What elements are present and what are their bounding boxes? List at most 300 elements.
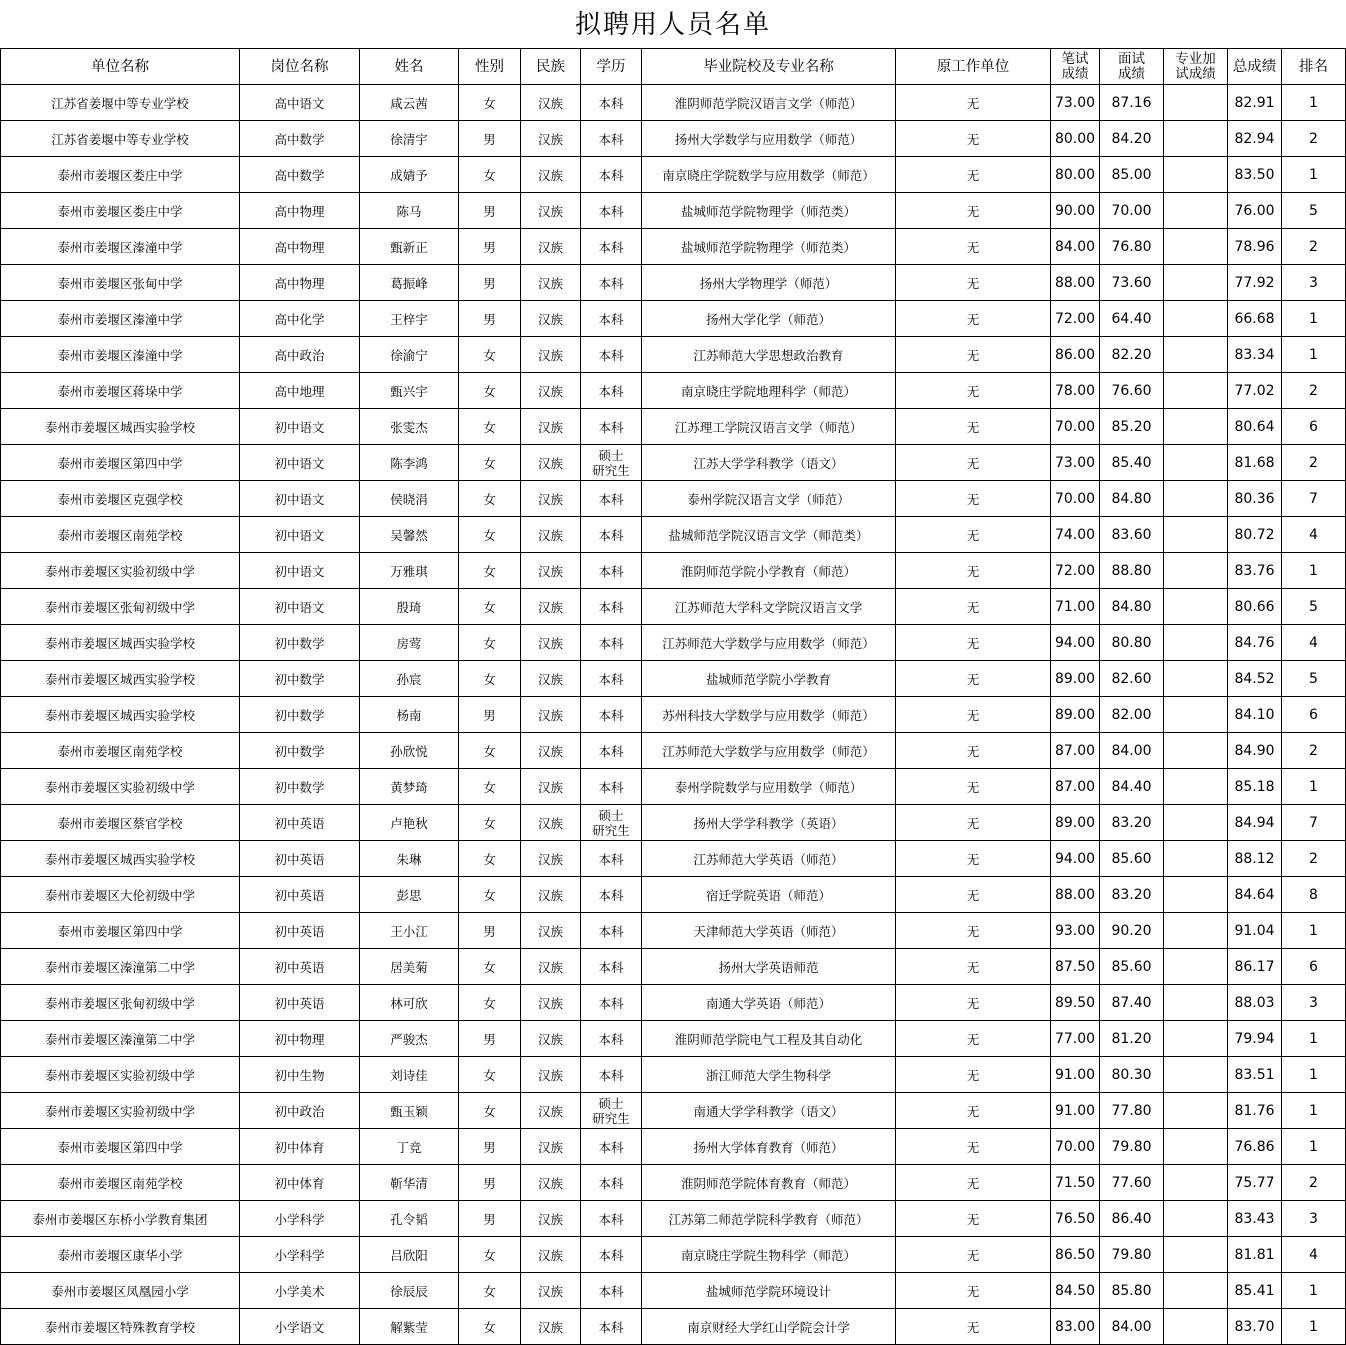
cell-interview-score: 83.60 (1100, 517, 1164, 553)
cell-rank: 7 (1282, 481, 1346, 517)
cell-school-major: 盐城师范学院物理学（师范类） (642, 229, 896, 265)
cell-former-employer: 无 (896, 733, 1051, 769)
cell-person-name: 甄兴宇 (360, 373, 459, 409)
page-title: 拟聘用人员名单 (574, 10, 771, 40)
cell-total-score: 77.92 (1228, 265, 1282, 301)
cell-gender: 女 (459, 661, 521, 697)
cell-total-score: 83.34 (1228, 337, 1282, 373)
cell-education: 本科 (581, 373, 642, 409)
cell-former-employer: 无 (896, 913, 1051, 949)
cell-education: 本科 (581, 193, 642, 229)
cell-gender: 女 (459, 1273, 521, 1309)
cell-written-score: 93.00 (1051, 913, 1100, 949)
cell-unit-name: 泰州市姜堰区城西实验学校 (1, 697, 240, 733)
cell-ethnicity: 汉族 (521, 733, 581, 769)
cell-gender: 男 (459, 265, 521, 301)
cell-interview-score: 84.80 (1100, 589, 1164, 625)
cell-total-score: 81.81 (1228, 1237, 1282, 1273)
cell-written-score: 74.00 (1051, 517, 1100, 553)
cell-rank: 5 (1282, 589, 1346, 625)
cell-former-employer: 无 (896, 121, 1051, 157)
cell-former-employer: 无 (896, 481, 1051, 517)
cell-person-name: 房莺 (360, 625, 459, 661)
cell-rank: 2 (1282, 733, 1346, 769)
cell-extra-test-score (1164, 1165, 1228, 1201)
cell-position-name: 初中数学 (240, 697, 360, 733)
cell-extra-test-score (1164, 625, 1228, 661)
cell-rank: 1 (1282, 337, 1346, 373)
cell-extra-test-score (1164, 481, 1228, 517)
cell-rank: 1 (1282, 1093, 1346, 1129)
cell-unit-name: 泰州市姜堰区第四中学 (1, 913, 240, 949)
cell-school-major: 扬州大学化学（师范） (642, 301, 896, 337)
cell-position-name: 小学科学 (240, 1201, 360, 1237)
cell-rank: 4 (1282, 1237, 1346, 1273)
cell-position-name: 初中数学 (240, 661, 360, 697)
cell-person-name: 陈马 (360, 193, 459, 229)
cell-extra-test-score (1164, 1201, 1228, 1237)
table-row (1, 697, 1346, 733)
cell-unit-name: 泰州市姜堰区东桥小学教育集团 (1, 1201, 240, 1237)
cell-school-major: 江苏师范大学英语（师范） (642, 841, 896, 877)
cell-interview-score: 76.60 (1100, 373, 1164, 409)
cell-person-name: 卢艳秋 (360, 805, 459, 841)
cell-former-employer: 无 (896, 805, 1051, 841)
cell-gender: 女 (459, 1057, 521, 1093)
table-row (1, 373, 1346, 409)
cell-extra-test-score (1164, 1129, 1228, 1165)
cell-person-name: 林可欣 (360, 985, 459, 1021)
cell-total-score: 80.66 (1228, 589, 1282, 625)
cell-position-name: 高中语文 (240, 85, 360, 121)
cell-interview-score: 84.00 (1100, 733, 1164, 769)
header-ethnicity: 民族 (521, 49, 581, 85)
cell-education: 本科 (581, 1021, 642, 1057)
cell-interview-score: 82.00 (1100, 697, 1164, 733)
cell-person-name: 杨南 (360, 697, 459, 733)
cell-former-employer: 无 (896, 445, 1051, 481)
cell-education: 本科 (581, 1165, 642, 1201)
cell-school-major: 江苏师范大学思想政治教育 (642, 337, 896, 373)
cell-written-score: 71.00 (1051, 589, 1100, 625)
cell-total-score: 80.72 (1228, 517, 1282, 553)
table-row (1, 1093, 1346, 1129)
cell-gender: 男 (459, 193, 521, 229)
cell-position-name: 高中数学 (240, 121, 360, 157)
cell-ethnicity: 汉族 (521, 1237, 581, 1273)
cell-interview-score: 84.40 (1100, 769, 1164, 805)
cell-school-major: 盐城师范学院汉语言文学（师范类） (642, 517, 896, 553)
cell-interview-score: 64.40 (1100, 301, 1164, 337)
cell-written-score: 87.00 (1051, 733, 1100, 769)
cell-extra-test-score (1164, 85, 1228, 121)
cell-former-employer: 无 (896, 625, 1051, 661)
cell-position-name: 初中语文 (240, 481, 360, 517)
cell-gender: 女 (459, 805, 521, 841)
cell-written-score: 70.00 (1051, 1129, 1100, 1165)
cell-total-score: 85.18 (1228, 769, 1282, 805)
cell-former-employer: 无 (896, 841, 1051, 877)
cell-rank: 2 (1282, 121, 1346, 157)
cell-extra-test-score (1164, 229, 1228, 265)
cell-person-name: 吴馨然 (360, 517, 459, 553)
cell-rank: 8 (1282, 877, 1346, 913)
cell-ethnicity: 汉族 (521, 1201, 581, 1237)
cell-former-employer: 无 (896, 265, 1051, 301)
cell-extra-test-score (1164, 949, 1228, 985)
cell-person-name: 殷琦 (360, 589, 459, 625)
cell-extra-test-score (1164, 841, 1228, 877)
cell-school-major: 南通大学英语（师范） (642, 985, 896, 1021)
cell-gender: 女 (459, 625, 521, 661)
cell-written-score: 86.50 (1051, 1237, 1100, 1273)
cell-school-major: 扬州大学英语师范 (642, 949, 896, 985)
table-row (1, 949, 1346, 985)
cell-written-score: 70.00 (1051, 481, 1100, 517)
cell-total-score: 83.50 (1228, 157, 1282, 193)
cell-education: 本科 (581, 481, 642, 517)
cell-ethnicity: 汉族 (521, 229, 581, 265)
cell-ethnicity: 汉族 (521, 769, 581, 805)
cell-rank: 3 (1282, 265, 1346, 301)
cell-unit-name: 泰州市姜堰区凤凰园小学 (1, 1273, 240, 1309)
cell-ethnicity: 汉族 (521, 337, 581, 373)
cell-education: 本科 (581, 1273, 642, 1309)
cell-unit-name: 泰州市姜堰区第四中学 (1, 445, 240, 481)
cell-position-name: 初中语文 (240, 409, 360, 445)
cell-school-major: 南京晓庄学院数学与应用数学（师范） (642, 157, 896, 193)
cell-rank: 4 (1282, 625, 1346, 661)
cell-ethnicity: 汉族 (521, 1093, 581, 1129)
cell-position-name: 初中生物 (240, 1057, 360, 1093)
cell-rank: 7 (1282, 805, 1346, 841)
cell-unit-name: 泰州市姜堰区蒋垛中学 (1, 373, 240, 409)
cell-unit-name: 泰州市姜堰区张甸初级中学 (1, 589, 240, 625)
table-row (1, 733, 1346, 769)
cell-written-score: 73.00 (1051, 85, 1100, 121)
cell-education: 本科 (581, 121, 642, 157)
cell-gender: 男 (459, 697, 521, 733)
cell-unit-name: 泰州市姜堰区南苑学校 (1, 517, 240, 553)
cell-person-name: 徐辰辰 (360, 1273, 459, 1309)
cell-education: 本科 (581, 589, 642, 625)
cell-ethnicity: 汉族 (521, 1129, 581, 1165)
cell-written-score: 89.00 (1051, 805, 1100, 841)
table-row (1, 769, 1346, 805)
cell-education: 本科 (581, 265, 642, 301)
cell-written-score: 72.00 (1051, 301, 1100, 337)
cell-rank: 1 (1282, 769, 1346, 805)
cell-gender: 女 (459, 1093, 521, 1129)
cell-written-score: 80.00 (1051, 121, 1100, 157)
table-row (1, 337, 1346, 373)
cell-rank: 1 (1282, 913, 1346, 949)
cell-written-score: 87.00 (1051, 769, 1100, 805)
cell-education: 本科 (581, 913, 642, 949)
cell-former-employer: 无 (896, 157, 1051, 193)
cell-extra-test-score (1164, 1057, 1228, 1093)
cell-ethnicity: 汉族 (521, 301, 581, 337)
cell-written-score: 86.00 (1051, 337, 1100, 373)
cell-extra-test-score (1164, 157, 1228, 193)
table-row (1, 517, 1346, 553)
cell-rank: 1 (1282, 1273, 1346, 1309)
cell-school-major: 扬州大学物理学（师范） (642, 265, 896, 301)
cell-rank: 1 (1282, 1129, 1346, 1165)
header-extra-test-score: 专业加 试成绩 (1164, 49, 1228, 85)
table-row (1, 805, 1346, 841)
cell-ethnicity: 汉族 (521, 661, 581, 697)
cell-education: 本科 (581, 337, 642, 373)
cell-total-score: 88.03 (1228, 985, 1282, 1021)
cell-total-score: 77.02 (1228, 373, 1282, 409)
header-gender: 性别 (459, 49, 521, 85)
cell-gender: 男 (459, 913, 521, 949)
cell-school-major: 泰州学院数学与应用数学（师范） (642, 769, 896, 805)
cell-interview-score: 80.30 (1100, 1057, 1164, 1093)
table-row (1, 1237, 1346, 1273)
cell-education: 本科 (581, 85, 642, 121)
table-body (1, 85, 1346, 1345)
cell-position-name: 初中语文 (240, 553, 360, 589)
cell-interview-score: 88.80 (1100, 553, 1164, 589)
cell-unit-name: 泰州市姜堰区溱潼中学 (1, 301, 240, 337)
cell-total-score: 84.52 (1228, 661, 1282, 697)
cell-unit-name: 泰州市姜堰区蔡官学校 (1, 805, 240, 841)
cell-gender: 男 (459, 229, 521, 265)
cell-rank: 2 (1282, 229, 1346, 265)
table-row (1, 1165, 1346, 1201)
cell-ethnicity: 汉族 (521, 1309, 581, 1345)
cell-interview-score: 84.00 (1100, 1309, 1164, 1345)
cell-written-score: 78.00 (1051, 373, 1100, 409)
cell-gender: 女 (459, 481, 521, 517)
cell-unit-name: 泰州市姜堰区城西实验学校 (1, 661, 240, 697)
cell-unit-name: 江苏省姜堰中等专业学校 (1, 85, 240, 121)
cell-extra-test-score (1164, 193, 1228, 229)
cell-extra-test-score (1164, 265, 1228, 301)
candidate-table (0, 48, 1346, 1345)
cell-person-name: 陈李鸿 (360, 445, 459, 481)
cell-school-major: 宿迁学院英语（师范） (642, 877, 896, 913)
cell-unit-name: 泰州市姜堰区娄庄中学 (1, 157, 240, 193)
cell-interview-score: 85.20 (1100, 409, 1164, 445)
cell-school-major: 南京晓庄学院地理科学（师范） (642, 373, 896, 409)
header-unit-name: 单位名称 (1, 49, 240, 85)
cell-written-score: 90.00 (1051, 193, 1100, 229)
cell-former-employer: 无 (896, 769, 1051, 805)
table-row (1, 85, 1346, 121)
cell-unit-name: 泰州市姜堰区南苑学校 (1, 733, 240, 769)
cell-interview-score: 77.80 (1100, 1093, 1164, 1129)
cell-rank: 1 (1282, 1057, 1346, 1093)
cell-rank: 1 (1282, 1021, 1346, 1057)
cell-rank: 6 (1282, 949, 1346, 985)
cell-school-major: 江苏师范大学数学与应用数学（师范） (642, 733, 896, 769)
cell-unit-name: 泰州市姜堰区张甸初级中学 (1, 985, 240, 1021)
cell-ethnicity: 汉族 (521, 265, 581, 301)
cell-school-major: 盐城师范学院环境设计 (642, 1273, 896, 1309)
cell-former-employer: 无 (896, 193, 1051, 229)
cell-position-name: 初中物理 (240, 1021, 360, 1057)
cell-extra-test-score (1164, 697, 1228, 733)
cell-former-employer: 无 (896, 697, 1051, 733)
cell-school-major: 淮阴师范学院小学教育（师范） (642, 553, 896, 589)
cell-total-score: 75.77 (1228, 1165, 1282, 1201)
cell-rank: 1 (1282, 553, 1346, 589)
cell-extra-test-score (1164, 661, 1228, 697)
cell-position-name: 初中语文 (240, 445, 360, 481)
cell-gender: 女 (459, 517, 521, 553)
cell-school-major: 扬州大学学科教学（英语） (642, 805, 896, 841)
header-row (1, 49, 1346, 85)
cell-total-score: 82.91 (1228, 85, 1282, 121)
cell-person-name: 朱琳 (360, 841, 459, 877)
cell-education: 本科 (581, 661, 642, 697)
cell-person-name: 徐渝宁 (360, 337, 459, 373)
table-row (1, 265, 1346, 301)
cell-written-score: 71.50 (1051, 1165, 1100, 1201)
cell-former-employer: 无 (896, 229, 1051, 265)
cell-gender: 女 (459, 985, 521, 1021)
cell-education: 硕士 研究生 (581, 445, 642, 481)
cell-total-score: 66.68 (1228, 301, 1282, 337)
table-row (1, 121, 1346, 157)
cell-education: 本科 (581, 697, 642, 733)
cell-former-employer: 无 (896, 1021, 1051, 1057)
cell-position-name: 初中数学 (240, 733, 360, 769)
cell-education: 本科 (581, 985, 642, 1021)
cell-position-name: 高中化学 (240, 301, 360, 337)
cell-total-score: 76.86 (1228, 1129, 1282, 1165)
cell-former-employer: 无 (896, 553, 1051, 589)
cell-school-major: 江苏师范大学科文学院汉语言文学 (642, 589, 896, 625)
cell-education: 本科 (581, 553, 642, 589)
cell-unit-name: 泰州市姜堰区实验初级中学 (1, 769, 240, 805)
cell-former-employer: 无 (896, 1165, 1051, 1201)
cell-written-score: 84.50 (1051, 1273, 1100, 1309)
cell-position-name: 初中语文 (240, 589, 360, 625)
cell-person-name: 王小江 (360, 913, 459, 949)
cell-school-major: 浙江师范大学生物科学 (642, 1057, 896, 1093)
cell-total-score: 84.94 (1228, 805, 1282, 841)
cell-written-score: 76.50 (1051, 1201, 1100, 1237)
table-row (1, 1273, 1346, 1309)
cell-position-name: 初中英语 (240, 985, 360, 1021)
cell-interview-score: 76.80 (1100, 229, 1164, 265)
cell-ethnicity: 汉族 (521, 85, 581, 121)
cell-total-score: 80.36 (1228, 481, 1282, 517)
cell-education: 本科 (581, 1237, 642, 1273)
cell-gender: 女 (459, 1237, 521, 1273)
cell-former-employer: 无 (896, 1057, 1051, 1093)
cell-extra-test-score (1164, 913, 1228, 949)
cell-written-score: 73.00 (1051, 445, 1100, 481)
cell-written-score: 88.00 (1051, 877, 1100, 913)
cell-unit-name: 泰州市姜堰区实验初级中学 (1, 553, 240, 589)
cell-rank: 6 (1282, 697, 1346, 733)
cell-gender: 女 (459, 589, 521, 625)
cell-position-name: 初中数学 (240, 625, 360, 661)
cell-education: 本科 (581, 841, 642, 877)
cell-extra-test-score (1164, 517, 1228, 553)
cell-written-score: 80.00 (1051, 157, 1100, 193)
table-row (1, 1057, 1346, 1093)
cell-unit-name: 泰州市姜堰区溱潼第二中学 (1, 949, 240, 985)
cell-rank: 3 (1282, 985, 1346, 1021)
cell-extra-test-score (1164, 805, 1228, 841)
cell-former-employer: 无 (896, 1309, 1051, 1345)
cell-extra-test-score (1164, 1309, 1228, 1345)
cell-interview-score: 90.20 (1100, 913, 1164, 949)
table-row (1, 841, 1346, 877)
cell-position-name: 高中物理 (240, 265, 360, 301)
cell-school-major: 扬州大学数学与应用数学（师范） (642, 121, 896, 157)
cell-ethnicity: 汉族 (521, 1165, 581, 1201)
cell-ethnicity: 汉族 (521, 157, 581, 193)
table-row (1, 553, 1346, 589)
cell-former-employer: 无 (896, 661, 1051, 697)
cell-school-major: 南京财经大学红山学院会计学 (642, 1309, 896, 1345)
cell-interview-score: 83.20 (1100, 877, 1164, 913)
cell-unit-name: 泰州市姜堰区康华小学 (1, 1237, 240, 1273)
cell-total-score: 79.94 (1228, 1021, 1282, 1057)
cell-person-name: 徐清宇 (360, 121, 459, 157)
cell-person-name: 黄梦琦 (360, 769, 459, 805)
cell-ethnicity: 汉族 (521, 697, 581, 733)
table-row (1, 877, 1346, 913)
cell-written-score: 94.00 (1051, 841, 1100, 877)
cell-former-employer: 无 (896, 517, 1051, 553)
table-row (1, 481, 1346, 517)
cell-former-employer: 无 (896, 589, 1051, 625)
cell-person-name: 彭思 (360, 877, 459, 913)
cell-school-major: 南京晓庄学院生物科学（师范） (642, 1237, 896, 1273)
cell-total-score: 81.68 (1228, 445, 1282, 481)
cell-written-score: 88.00 (1051, 265, 1100, 301)
cell-unit-name: 泰州市姜堰区克强学校 (1, 481, 240, 517)
cell-extra-test-score (1164, 373, 1228, 409)
cell-person-name: 孙宸 (360, 661, 459, 697)
cell-school-major: 江苏大学学科教学（语文） (642, 445, 896, 481)
table-row (1, 409, 1346, 445)
table-row (1, 985, 1346, 1021)
cell-person-name: 居美菊 (360, 949, 459, 985)
cell-total-score: 91.04 (1228, 913, 1282, 949)
cell-extra-test-score (1164, 877, 1228, 913)
cell-gender: 女 (459, 877, 521, 913)
cell-written-score: 77.00 (1051, 1021, 1100, 1057)
cell-written-score: 70.00 (1051, 409, 1100, 445)
cell-former-employer: 无 (896, 985, 1051, 1021)
cell-position-name: 高中数学 (240, 157, 360, 193)
table-row (1, 193, 1346, 229)
cell-gender: 女 (459, 769, 521, 805)
cell-ethnicity: 汉族 (521, 1021, 581, 1057)
cell-ethnicity: 汉族 (521, 841, 581, 877)
cell-former-employer: 无 (896, 373, 1051, 409)
cell-gender: 女 (459, 553, 521, 589)
cell-extra-test-score (1164, 337, 1228, 373)
cell-person-name: 解紫莹 (360, 1309, 459, 1345)
cell-unit-name: 泰州市姜堰区大伦初级中学 (1, 877, 240, 913)
cell-total-score: 86.17 (1228, 949, 1282, 985)
table-row (1, 1201, 1346, 1237)
cell-school-major: 盐城师范学院小学教育 (642, 661, 896, 697)
cell-written-score: 89.00 (1051, 661, 1100, 697)
cell-rank: 1 (1282, 1309, 1346, 1345)
cell-ethnicity: 汉族 (521, 877, 581, 913)
